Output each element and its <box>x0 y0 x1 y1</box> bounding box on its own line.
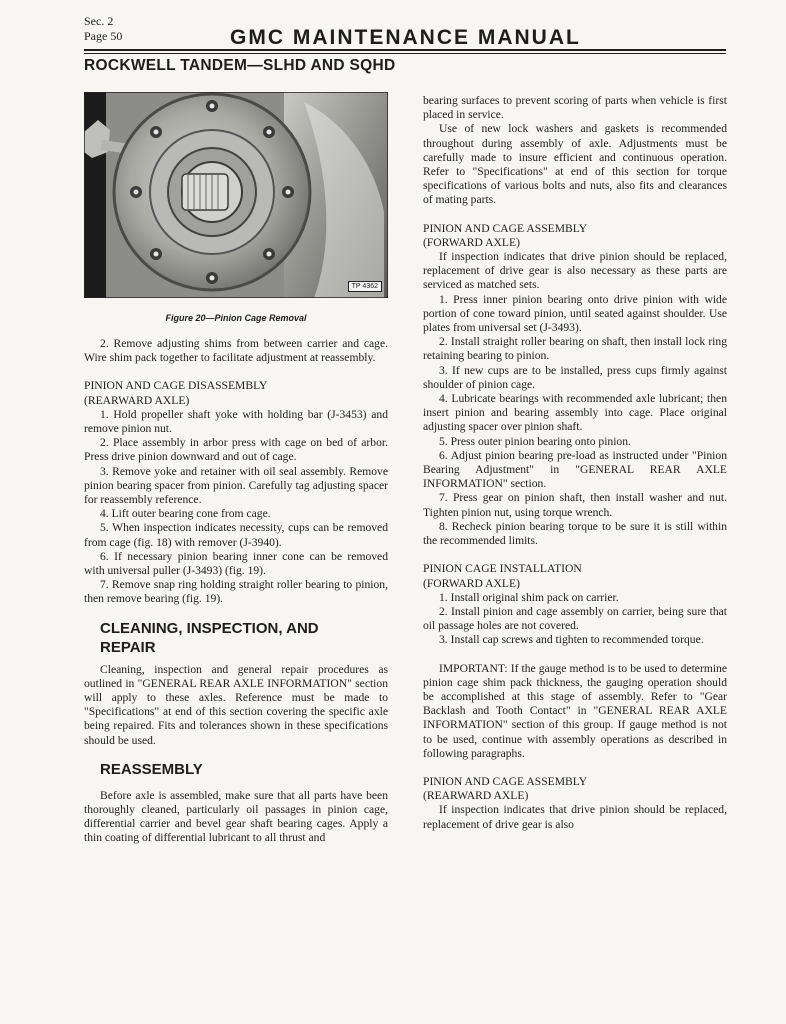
step-2: 2. Place assembly in arbor press with cage on bed of arbor. Press drive pinion downward and out of cage. <box>84 436 388 464</box>
paragraph-shims: 2. Remove adjusting shims from between carrier and cage. Wire shim pack together to facilitate adjustment at reassembly. <box>84 337 388 365</box>
heading-cleaning-repair: REPAIR <box>100 638 156 656</box>
paragraph-rearward-intro: If inspection indicates that drive pinion should be replaced, replacement of drive gear is also <box>423 803 727 831</box>
heading-reassembly: REASSEMBLY <box>100 760 203 778</box>
left-column <box>84 337 388 846</box>
paragraph-forward-intro: If inspection indicates that drive pinion should be replaced, replacement of drive gear is also necessary as these parts are serviced as matched sets. <box>423 250 727 292</box>
step-4: 4. Lift outer bearing cone from cage. <box>100 507 271 521</box>
header-rule <box>84 49 726 51</box>
install-step-1: 1. Install original shim pack on carrier. <box>439 590 619 604</box>
forward-step-7: 7. Press gear on pinion shaft, then install washer and nut. Tighten pinion nut, using torque wrench. <box>423 491 727 519</box>
important-note: IMPORTANT: If the gauge method is to be used to determine pinion cage shim pack thickness, the gauging operation should be accomplished at this stage of assembly. Refer to "Gear Backlash and Tooth Contact" in "GENERAL REAR AXLE INFORMATION" section of this group. If gauge method is not to be used, continue with assembly operations as described in following paragraphs. <box>423 661 727 760</box>
heading-disassembly: PINION AND CAGE DISASSEMBLY <box>84 379 268 393</box>
install-step-2: 2. Install pinion and cage assembly on carrier, being sure that oil passage holes are not covered. <box>423 604 727 633</box>
heading-forward-assembly: PINION AND CAGE ASSEMBLY <box>423 221 588 235</box>
heading-rearward-assembly: PINION AND CAGE ASSEMBLY <box>423 774 588 788</box>
paragraph-lock-washers: Use of new lock washers and gaskets is recommended throughout during assembly of axle. Adjustments must be carefully made to insure efficient and continuous operation. Refer to "Specifications" at end of this section for torque specifications of various bolts and nuts, also fits and clearances of mating parts. <box>423 122 727 207</box>
figure-pinion-cage-removal <box>84 92 388 298</box>
paragraph-cleaning: Cleaning, inspection and general repair procedures as outlined in "GENERAL REAR AXLE INFORMATION" section will apply to these axles. Reference must be made to "Specifications" at end of this section covering the specific axle being repaired. Fits and tolerances shown in these specifications should be used. <box>84 662 388 747</box>
forward-step-2: 2. Install straight roller bearing on shaft, then install lock ring retaining bearing to pinion. <box>423 335 727 363</box>
section-subtitle: ROCKWELL TANDEM—SLHD AND SQHD <box>84 57 396 74</box>
forward-step-4: 4. Lubricate bearings with recommended axle lubricant; then insert pinion and bearing assembly into cage. Place original adjusting spacer over pinion shaft. <box>423 392 727 434</box>
header-rule-thin <box>84 53 726 54</box>
step-7: 7. Remove snap ring holding straight roller bearing to pinion, then remove bearing (fig. 19). <box>84 578 388 606</box>
forward-step-8: 8. Recheck pinion bearing torque to be sure it is still within the recommended limits. <box>423 519 727 548</box>
figure-caption: Figure 20—Pinion Cage Removal <box>165 313 307 323</box>
section-number: Sec. 2 <box>84 14 114 28</box>
forward-step-6: 6. Adjust pinion bearing pre-load as instructed under "Pinion Bearing Adjustment" in "GENERAL REAR AXLE INFORMATION" section. <box>423 448 727 491</box>
heading-forward-axle: (FORWARD AXLE) <box>423 235 520 249</box>
step-6: 6. If necessary pinion bearing inner cone can be removed with universal puller (J-3493) (fig. 19). <box>84 549 388 578</box>
figure-tag: TP 4362 <box>348 281 382 292</box>
heading-disassembly-axle: (REARWARD AXLE) <box>84 393 190 407</box>
install-step-3: 3. Install cap screws and tighten to recommended torque. <box>439 633 704 647</box>
forward-step-1: 1. Press inner pinion bearing onto drive pinion with wide portion of cone toward pinion, until seated against shoulder. Use plates from universal set (J-3493). <box>423 292 727 335</box>
paragraph-continued: bearing surfaces to prevent scoring of parts when vehicle is first placed in service. <box>423 94 727 122</box>
step-1: 1. Hold propeller shaft yoke with holding bar (J-3453) and remove pinion nut. <box>84 407 388 436</box>
figure-photo <box>84 92 388 298</box>
manual-title: GMC MAINTENANCE MANUAL <box>230 26 581 49</box>
page-number: Page 50 <box>84 29 123 43</box>
heading-cage-installation: PINION CAGE INSTALLATION <box>423 562 582 576</box>
heading-cleaning: CLEANING, INSPECTION, AND <box>100 619 319 637</box>
paragraph-reassembly: Before axle is assembled, make sure that all parts have been thoroughly cleaned, particularly oil passages in pinion cage, differential carrier and bevel gear shaft bearing cages. Apply a thin coating of differential lubricant to all thrust and <box>84 788 388 845</box>
forward-step-3: 3. If new cups are to be installed, press cups firmly against shoulder of pinion cage. <box>423 363 727 391</box>
step-3: 3. Remove yoke and retainer with oil seal assembly. Remove pinion bearing spacer from pinion. Carefully tag adjusting spacer for reassembly reference. <box>84 464 388 507</box>
heading-installation-axle: (FORWARD AXLE) <box>423 576 520 590</box>
right-column <box>423 94 727 832</box>
step-5: 5. When inspection indicates necessity, cups can be removed from cage (fig. 18) with remover (J-3940). <box>84 521 388 549</box>
heading-rearward-axle: (REARWARD AXLE) <box>423 789 529 803</box>
forward-step-5: 5. Press outer pinion bearing onto pinion. <box>439 434 631 448</box>
